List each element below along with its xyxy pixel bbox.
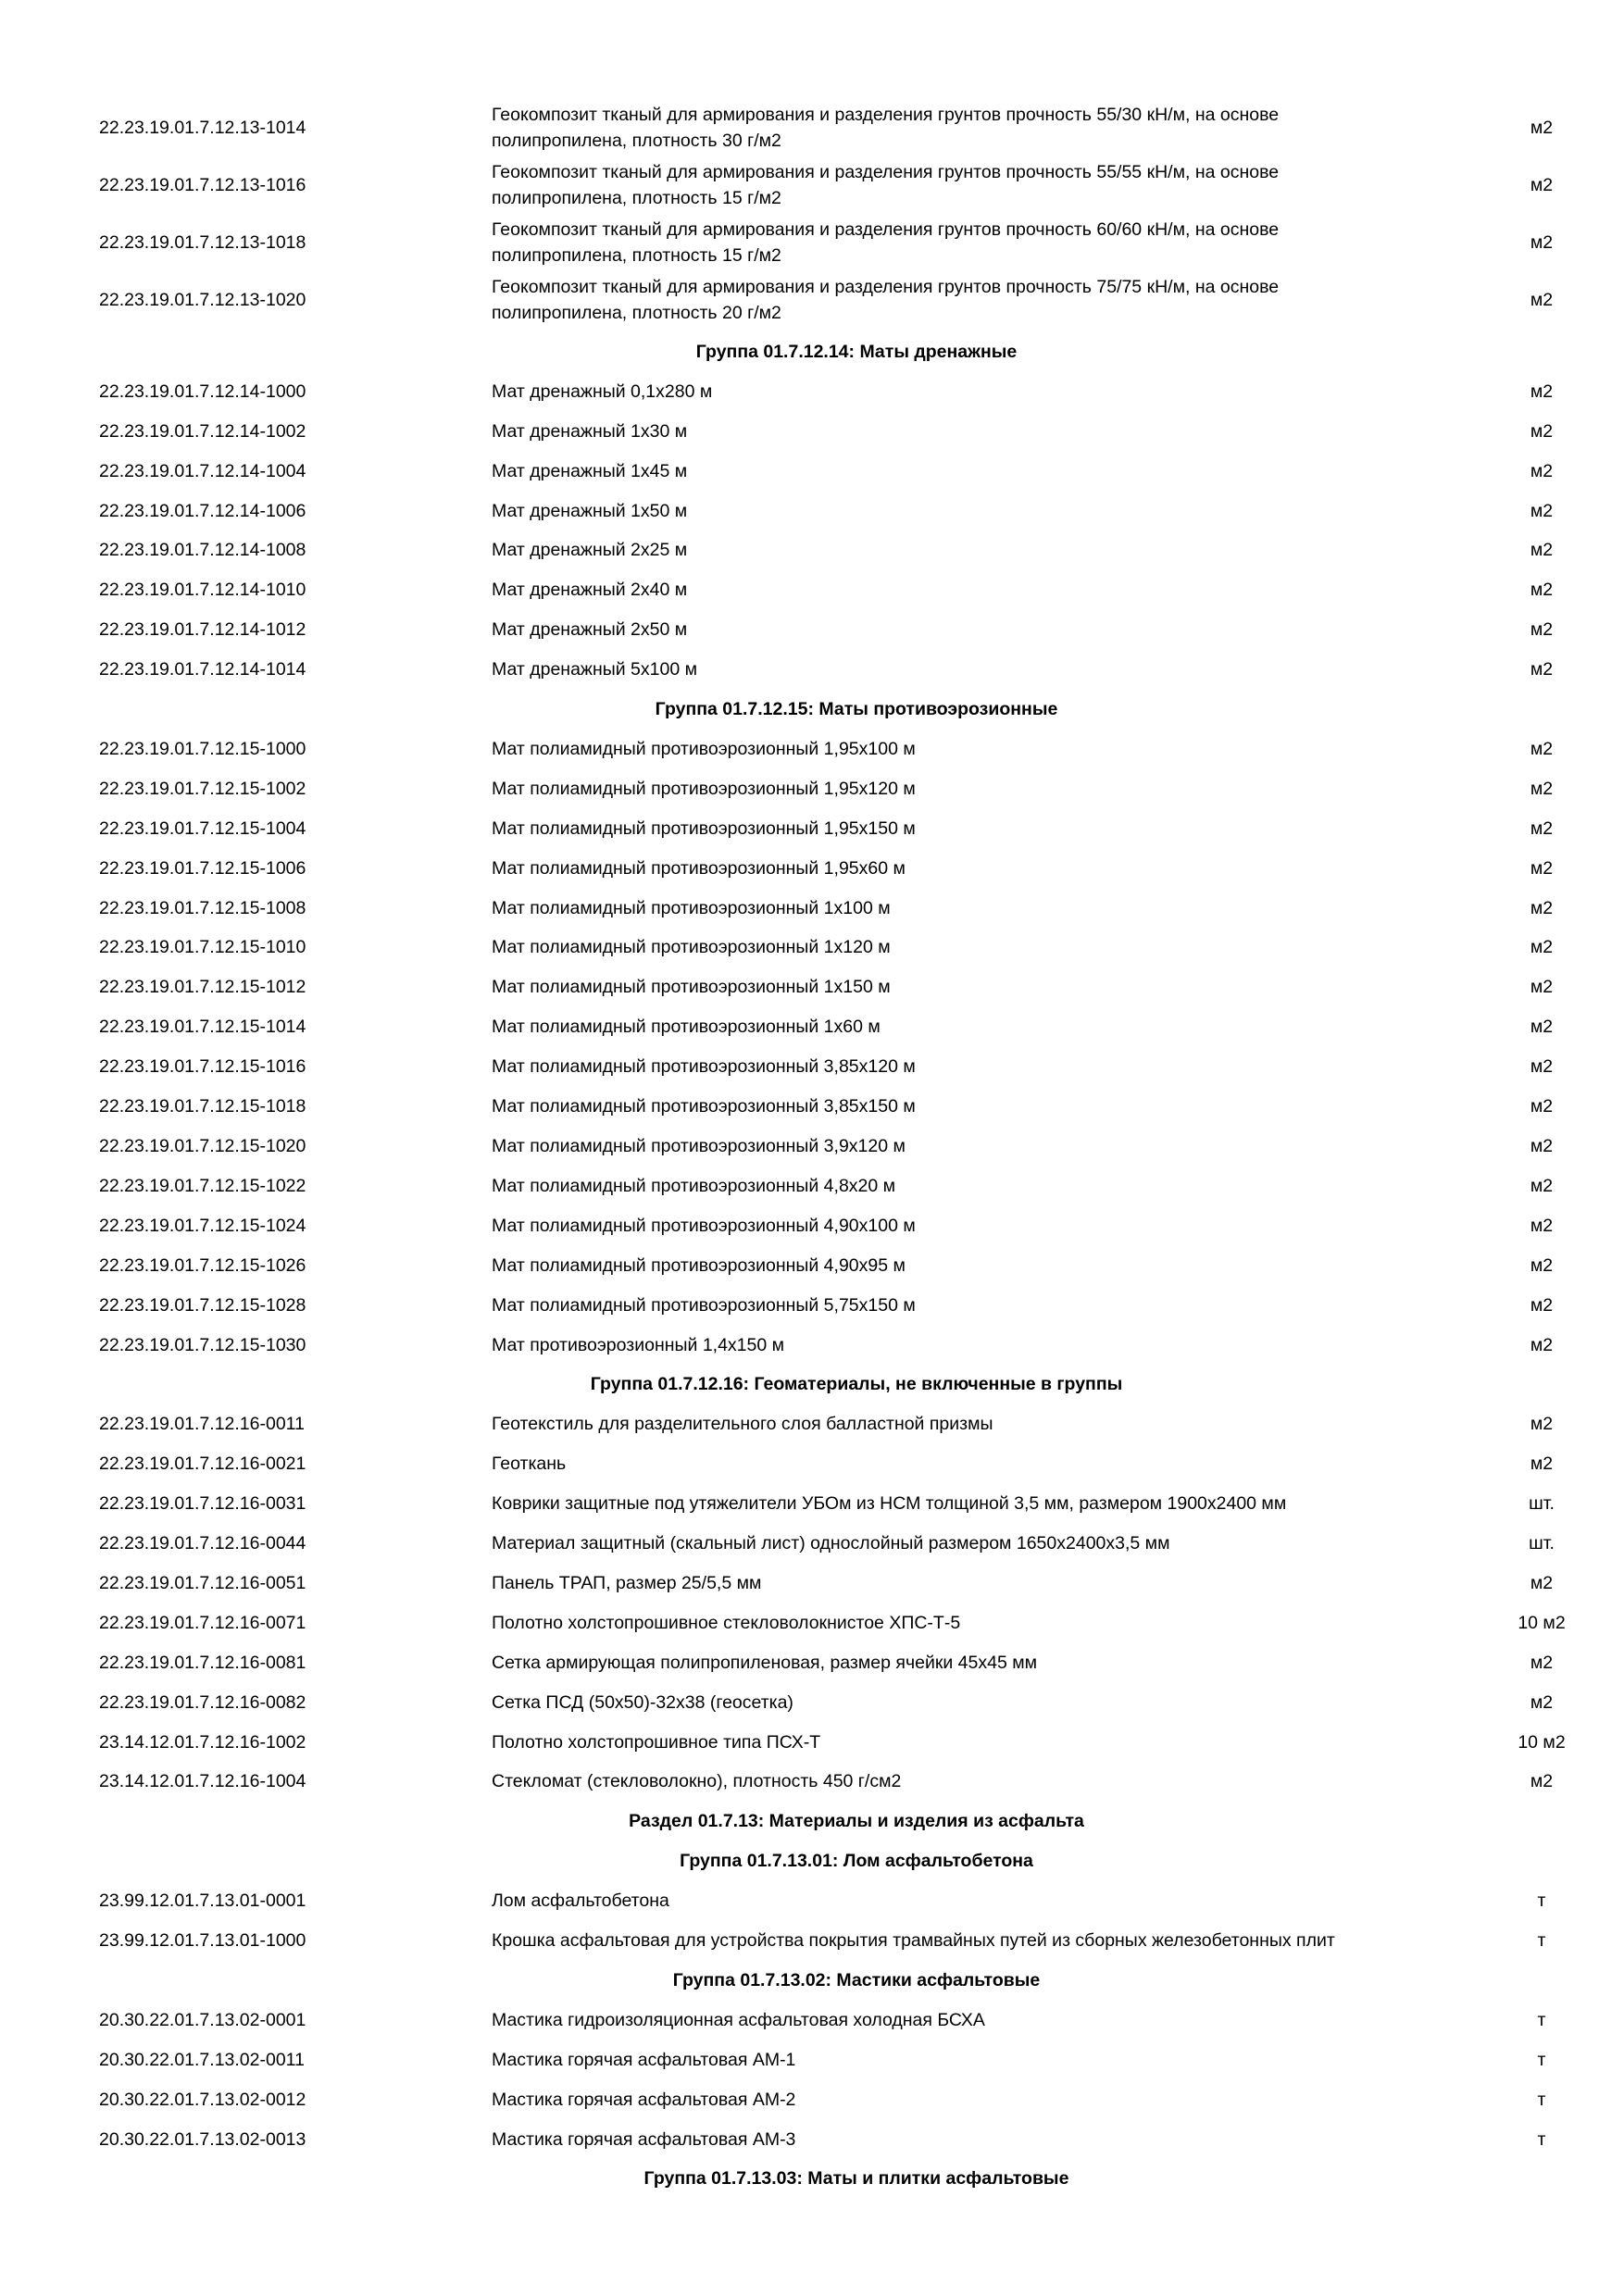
unit-of-measure: м2 [1530,1653,1554,1673]
resource-name-line: Мат полиамидный противоэрозионный 1х60 м [492,1017,881,1037]
unit-of-measure: м2 [1530,659,1554,680]
resource-name [492,1411,1418,1437]
resource-name-line: Геокомпозит тканый для армирования и разделения грунтов прочность 55/30 кН/м, на основе [492,105,1280,125]
resource-name [492,1928,1418,1953]
group-heading: Группа 01.7.13.02: Мастики асфальтовые [672,1970,1041,1990]
resource-code: 22.23.19.01.7.12.14-1006 [99,501,306,521]
resource-code: 22.23.19.01.7.12.14-1000 [99,381,306,402]
resource-code: 22.23.19.01.7.12.16-0082 [99,1692,306,1713]
resource-name-line: Мат полиамидный противоэрозионный 3,85х120 м [492,1056,916,1077]
resource-name [492,1253,1418,1279]
resource-name [492,1530,1418,1556]
resource-code: 20.30.22.01.7.13.02-0013 [99,2129,306,2150]
resource-name [492,1610,1418,1636]
resource-code: 22.23.19.01.7.12.13-1020 [99,290,306,310]
resource-name [492,498,1418,524]
group-heading: Группа 01.7.12.15: Маты противоэрозионные [655,699,1058,719]
resource-name [492,2047,1418,2073]
resource-name-line: полипропилена, плотность 15 г/м2 [492,188,781,208]
unit-of-measure: м2 [1530,858,1554,879]
resource-name-line: Мат полиамидный противоэрозионный 1,95х150 м [492,818,916,839]
resource-name [492,537,1418,563]
resource-name-line: Мат полиамидный противоэрозионный 1,95х60 м [492,858,906,879]
unit-of-measure: м2 [1530,421,1554,442]
resource-name-line: Мат дренажный 2х40 м [492,580,688,600]
resource-code: 23.99.12.01.7.13.01-0001 [99,1890,306,1911]
unit-of-measure: м2 [1530,381,1554,402]
unit-of-measure: м2 [1530,461,1554,481]
resource-name-line: Мат полиамидный противоэрозионный 1х120 м [492,937,891,957]
resource-code: 22.23.19.01.7.12.15-1030 [99,1335,306,1355]
resource-name-line: Коврики защитные под утяжелители УБОм из НСМ толщиной 3,5 мм, размером 1900х2400 мм [492,1493,1287,1514]
resource-name [492,1014,1418,1040]
resource-name [492,1650,1418,1676]
resource-code: 22.23.19.01.7.12.15-1018 [99,1096,306,1117]
unit-of-measure: м2 [1530,1414,1554,1434]
resource-name-line: Мат полиамидный противоэрозионный 3,9х120 м [492,1136,906,1156]
resource-name [492,379,1418,405]
unit-of-measure: шт. [1529,1533,1555,1554]
resource-code: 22.23.19.01.7.12.16-0051 [99,1573,306,1593]
resource-name [492,934,1418,960]
resource-name [492,816,1418,842]
resource-code: 22.23.19.01.7.12.15-1006 [99,858,306,879]
resource-name-line: Сетка армирующая полипропиленовая, размер ячейки 45х45 мм [492,1653,1038,1673]
unit-of-measure: м2 [1530,1454,1554,1474]
unit-of-measure: м2 [1530,779,1554,799]
resource-code: 22.23.19.01.7.12.15-1022 [99,1176,306,1196]
resource-name-line: Мат дренажный 0,1х280 м [492,381,713,402]
resource-code: 22.23.19.01.7.12.14-1008 [99,540,306,560]
resource-name [492,1133,1418,1159]
resource-code: 22.23.19.01.7.12.15-1020 [99,1136,306,1156]
resource-name-line: Мат полиамидный противоэрозионный 1х150 м [492,977,891,997]
resource-name [492,855,1418,881]
resource-code: 22.23.19.01.7.12.15-1004 [99,818,306,839]
resource-name-line: Панель ТРАП, размер 25/5,5 мм [492,1573,762,1593]
resource-code: 22.23.19.01.7.12.15-1024 [99,1216,306,1236]
resource-name [492,1570,1418,1596]
resource-name-line: Геокомпозит тканый для армирования и разделения грунтов прочность 60/60 кН/м, на основе [492,219,1280,240]
resource-code: 22.23.19.01.7.12.15-1026 [99,1255,306,1276]
unit-of-measure: м2 [1530,175,1554,195]
resource-code: 20.30.22.01.7.13.02-0001 [99,2010,306,2030]
resource-name [492,1451,1418,1477]
resource-name-line: Мат дренажный 2х50 м [492,619,688,640]
resource-name-line: Мат дренажный 1х30 м [492,421,688,442]
resource-name-line: Мастика горячая асфальтовая АМ-3 [492,2129,796,2150]
unit-of-measure: м2 [1530,540,1554,560]
unit-of-measure: м2 [1530,1056,1554,1077]
resource-code: 22.23.19.01.7.12.15-1008 [99,898,306,918]
resource-code: 22.23.19.01.7.12.16-0081 [99,1653,306,1673]
group-heading: Группа 01.7.13.01: Лом асфальтобетона [680,1851,1033,1871]
resource-code: 22.23.19.01.7.12.14-1012 [99,619,306,640]
unit-of-measure: т [1537,2090,1546,2110]
group-heading: Раздел 01.7.13: Материалы и изделия из асфальта [629,1811,1084,1831]
unit-of-measure: м2 [1530,1335,1554,1355]
unit-of-measure: м2 [1530,232,1554,253]
unit-of-measure: м2 [1530,898,1554,918]
resource-name-line: Мастика горячая асфальтовая АМ-2 [492,2090,796,2110]
unit-of-measure: м2 [1530,1176,1554,1196]
resource-code: 22.23.19.01.7.12.13-1014 [99,118,306,138]
resource-name [492,159,1418,211]
unit-of-measure: т [1537,1890,1546,1911]
resource-code: 22.23.19.01.7.12.13-1016 [99,175,306,195]
unit-of-measure: т [1537,2050,1546,2070]
resource-name [492,1729,1418,1755]
resource-name-line: Геотекстиль для разделительного слоя балластной призмы [492,1414,993,1434]
resource-name-line: Мат противоэрозионный 1,4х150 м [492,1335,785,1355]
resource-name-line: Мат полиамидный противоэрозионный 4,8х20 м [492,1176,896,1196]
resource-name-line: Мат полиамидный противоэрозионный 5,75х150 м [492,1295,916,1316]
resource-name-line: Стекломат (стекловолокно), плотность 450 г/см2 [492,1771,902,1791]
resource-name-line: Материал защитный (скальный лист) однослойный размером 1650х2400х3,5 мм [492,1533,1170,1554]
resource-name [492,974,1418,1000]
resource-name-line: Мат полиамидный противоэрозионный 3,85х150 м [492,1096,916,1117]
resource-code: 20.30.22.01.7.13.02-0012 [99,2090,306,2110]
resource-name [492,458,1418,484]
resource-name [492,274,1418,326]
resource-name [492,1213,1418,1239]
resource-name [492,776,1418,802]
resource-name-line: полипропилена, плотность 15 г/м2 [492,245,781,266]
resource-code: 22.23.19.01.7.12.14-1002 [99,421,306,442]
resource-name [492,2087,1418,2113]
unit-of-measure: м2 [1530,1295,1554,1316]
resource-name [492,1768,1418,1794]
resource-name [492,1888,1418,1914]
resource-name-line: Геокомпозит тканый для армирования и разделения грунтов прочность 75/75 кН/м, на основе [492,277,1280,297]
unit-of-measure: м2 [1530,1692,1554,1713]
resource-code: 23.14.12.01.7.12.16-1002 [99,1732,306,1753]
resource-name [492,656,1418,682]
resource-name [492,617,1418,643]
unit-of-measure: шт. [1529,1493,1555,1514]
resource-code: 22.23.19.01.7.12.13-1018 [99,232,306,253]
resource-name [492,1292,1418,1318]
resource-name [492,577,1418,603]
resource-name [492,217,1418,268]
unit-of-measure: м2 [1530,937,1554,957]
unit-of-measure: т [1537,2010,1546,2030]
resource-code: 22.23.19.01.7.12.15-1012 [99,977,306,997]
resource-name-line: Крошка асфальтовая для устройства покрытия трамвайных путей из сборных железобетонных плит [492,1930,1335,1951]
resource-code: 22.23.19.01.7.12.15-1002 [99,779,306,799]
resource-name [492,1093,1418,1119]
resource-name [492,736,1418,762]
resource-code: 22.23.19.01.7.12.16-0071 [99,1613,306,1633]
unit-of-measure: м2 [1530,818,1554,839]
resource-name-line: Мат дренажный 2х25 м [492,540,688,560]
resource-code: 22.23.19.01.7.12.15-1000 [99,739,306,759]
unit-of-measure: м2 [1530,1255,1554,1276]
resource-code: 22.23.19.01.7.12.15-1014 [99,1017,306,1037]
unit-of-measure: м2 [1530,1096,1554,1117]
unit-of-measure: м2 [1530,580,1554,600]
resource-name-line: Лом асфальтобетона [492,1890,669,1911]
unit-of-measure: м2 [1530,619,1554,640]
resource-code: 22.23.19.01.7.12.16-0011 [99,1414,305,1434]
unit-of-measure: м2 [1530,1771,1554,1791]
resource-name [492,102,1418,154]
resource-name-line: Мат дренажный 1х45 м [492,461,688,481]
unit-of-measure: м2 [1530,739,1554,759]
resource-name-line: Геоткань [492,1454,567,1474]
unit-of-measure: м2 [1530,1017,1554,1037]
resource-code: 20.30.22.01.7.13.02-0011 [99,2050,305,2070]
unit-of-measure: т [1537,2129,1546,2150]
resource-name-line: полипропилена, плотность 20 г/м2 [492,303,781,323]
resource-name-line: Полотно холстопрошивное стекловолокнистое ХПС-Т-5 [492,1613,961,1633]
resource-name-line: Полотно холстопрошивное типа ПСХ-Т [492,1732,821,1753]
unit-of-measure: 10 м2 [1518,1613,1566,1633]
resource-name [492,895,1418,921]
resource-code: 22.23.19.01.7.12.14-1014 [99,659,306,680]
resource-name-line: Геокомпозит тканый для армирования и разделения грунтов прочность 55/55 кН/м, на основе [492,162,1280,182]
resource-name [492,1332,1418,1358]
resource-name-line: Мат полиамидный противоэрозионный 1х100 м [492,898,891,918]
resource-name [492,2007,1418,2033]
resource-name [492,1054,1418,1079]
resource-name [492,1173,1418,1199]
resource-name-line: полипропилена, плотность 30 г/м2 [492,131,781,151]
group-heading: Группа 01.7.12.16: Геоматериалы, не включенные в группы [590,1374,1123,1394]
resource-name [492,418,1418,444]
resource-name [492,2127,1418,2152]
resource-code: 22.23.19.01.7.12.15-1010 [99,937,306,957]
resource-name-line: Мат дренажный 1х50 м [492,501,688,521]
resource-code: 22.23.19.01.7.12.14-1004 [99,461,306,481]
resource-name [492,1690,1418,1716]
unit-of-measure: т [1537,1930,1546,1951]
unit-of-measure: м2 [1530,290,1554,310]
unit-of-measure: м2 [1530,1573,1554,1593]
resource-code: 22.23.19.01.7.12.16-0031 [99,1493,306,1514]
resource-code: 23.14.12.01.7.12.16-1004 [99,1771,306,1791]
resource-name-line: Сетка ПСД (50х50)-32х38 (геосетка) [492,1692,793,1713]
unit-of-measure: м2 [1530,1136,1554,1156]
unit-of-measure: м2 [1530,1216,1554,1236]
unit-of-measure: 10 м2 [1518,1732,1566,1753]
resource-name-line: Мат полиамидный противоэрозионный 1,95х120 м [492,779,916,799]
resource-code: 22.23.19.01.7.12.16-0044 [99,1533,306,1554]
resource-code: 22.23.19.01.7.12.15-1028 [99,1295,306,1316]
resource-name-line: Мат полиамидный противоэрозионный 1,95х100 м [492,739,916,759]
resource-name-line: Мат дренажный 5х100 м [492,659,698,680]
resource-name-line: Мастика горячая асфальтовая АМ-1 [492,2050,796,2070]
group-heading: Группа 01.7.13.03: Маты и плитки асфальтовые [643,2168,1069,2189]
resource-name [492,1491,1418,1516]
resource-code: 22.23.19.01.7.12.16-0021 [99,1454,306,1474]
resource-name-line: Мат полиамидный противоэрозионный 4,90х95 м [492,1255,906,1276]
unit-of-measure: м2 [1530,501,1554,521]
unit-of-measure: м2 [1530,977,1554,997]
resource-code: 22.23.19.01.7.12.14-1010 [99,580,306,600]
resource-code: 23.99.12.01.7.13.01-1000 [99,1930,306,1951]
resource-name-line: Мат полиамидный противоэрозионный 4,90х100 м [492,1216,916,1236]
resource-code: 22.23.19.01.7.12.15-1016 [99,1056,306,1077]
unit-of-measure: м2 [1530,118,1554,138]
resource-name-line: Мастика гидроизоляционная асфальтовая холодная БСХА [492,2010,985,2030]
group-heading: Группа 01.7.12.14: Маты дренажные [695,342,1018,362]
